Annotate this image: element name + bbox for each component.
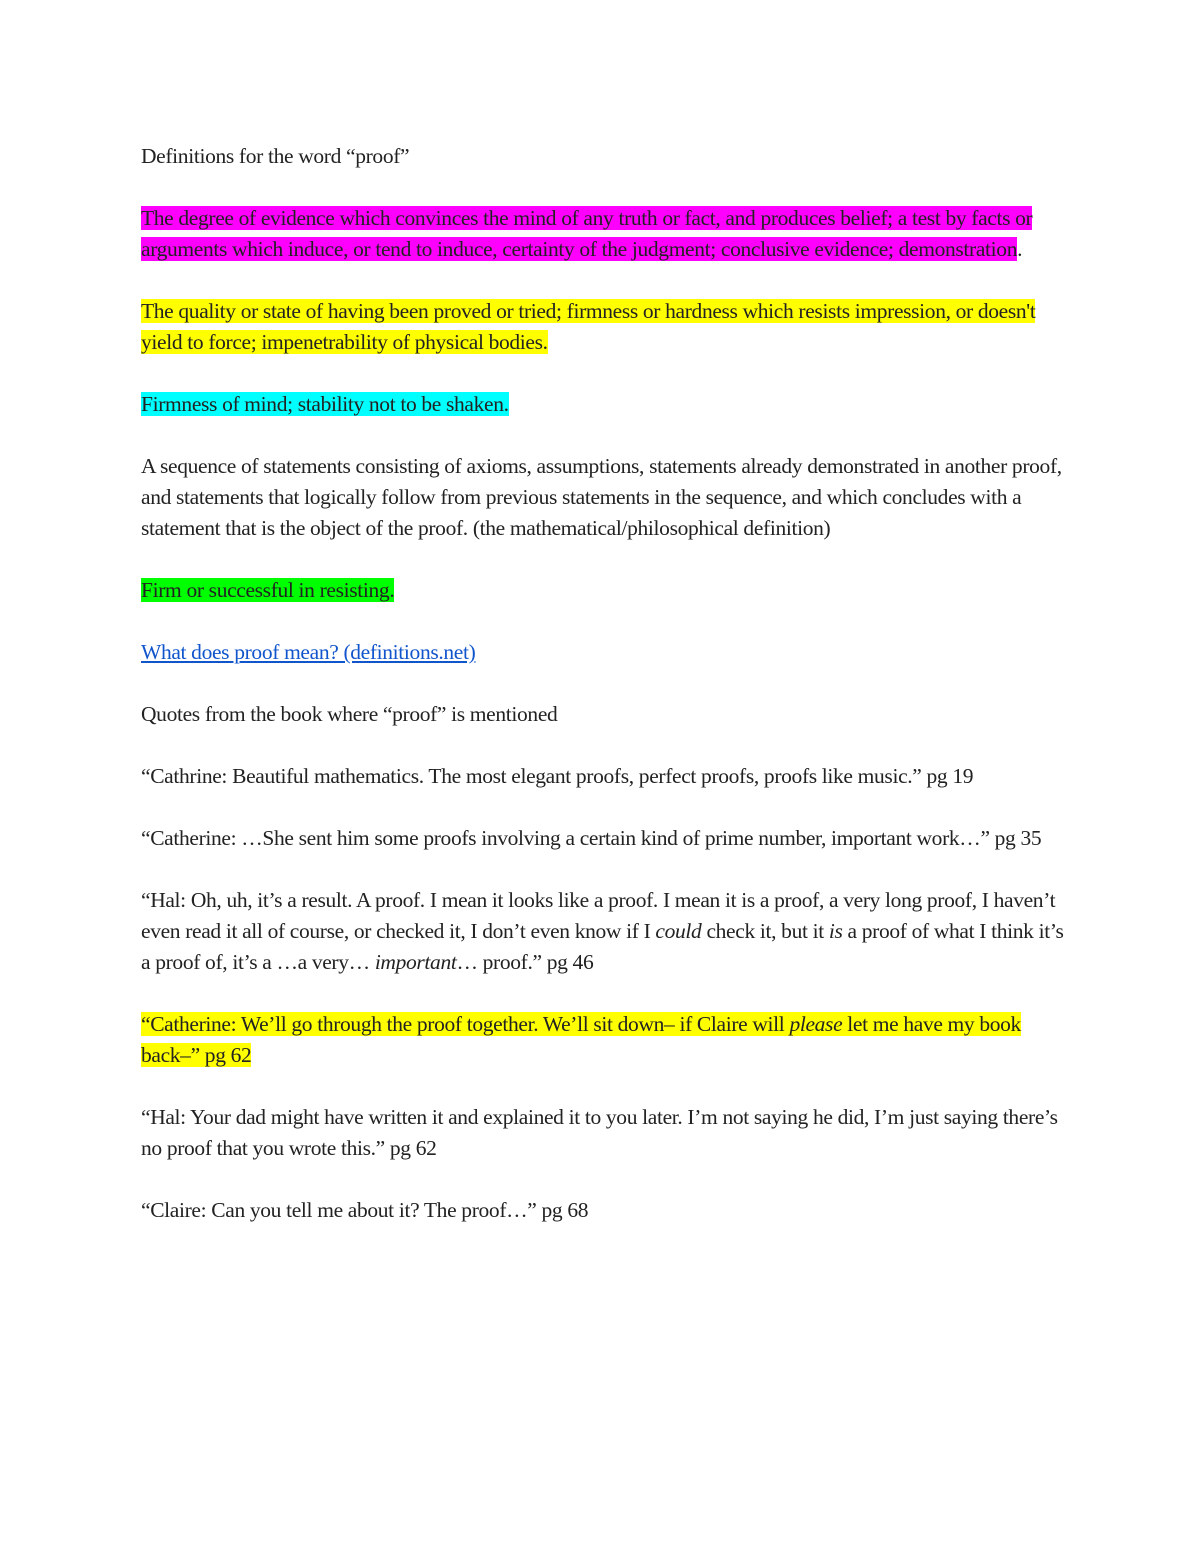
quote-3	[141, 885, 1071, 978]
definition-3	[141, 389, 1071, 420]
quote-3-part: check it, but it	[701, 919, 829, 943]
quote-4-part: “Catherine: We’ll go through the proof together. We’ll sit down– if Claire will	[141, 1012, 790, 1036]
definitions-net-link[interactable]: What does proof mean? (definitions.net)	[141, 640, 476, 664]
definition-2	[141, 296, 1071, 358]
quote-2: “Catherine: …She sent him some proofs involving a certain kind of prime number, important work…” pg 35	[141, 826, 1042, 850]
definitions-link-paragraph	[141, 637, 1071, 668]
quotes-heading: Quotes from the book where “proof” is mentioned	[141, 702, 558, 726]
page-title: Definitions for the word “proof”	[141, 144, 410, 168]
highlight-yellow	[141, 1012, 1021, 1067]
highlight-green: Firm or successful in resisting.	[141, 578, 395, 602]
quote-6: “Claire: Can you tell me about it? The proof…” pg 68	[141, 1198, 589, 1222]
quote-4-emphasis: please	[789, 1012, 843, 1036]
document-page	[141, 141, 1071, 1257]
highlight-magenta: The degree of evidence which convinces the mind of any truth or fact, and produces belief; a test by facts or arguments which induce, or tend to induce, certainty of the judgment; conclusive evidence; demonstration	[141, 206, 1033, 261]
quote-3-emphasis: could	[655, 919, 702, 943]
quote-3-part: a proof of what I think it’s a proof of, it’s a …a very…	[141, 919, 1064, 974]
quote-1: “Cathrine: Beautiful mathematics. The most elegant proofs, perfect proofs, proofs like music.” pg 19	[141, 764, 974, 788]
quote-5: “Hal: Your dad might have written it and explained it to you later. I’m not saying he did, I’m just saying there’s no proof that you wrote this.” pg 62	[141, 1105, 1058, 1160]
quote-4-part: let me have my book back–” pg 62	[141, 1012, 1021, 1067]
definition-4: A sequence of statements consisting of axioms, assumptions, statements already demonstrated in another proof, and statements that logically follow from previous statements in the sequence, and which concludes with a statement that is the object of the proof. (the mathematical/philosophical definition)	[141, 454, 1062, 540]
highlight-yellow: The quality or state of having been proved or tried; firmness or hardness which resists impression, or doesn't yield to force; impenetrability of physical bodies.	[141, 299, 1036, 354]
definition-1-trail: .	[1017, 237, 1023, 261]
definition-5	[141, 575, 1071, 606]
quote-3-emphasis: important	[374, 950, 457, 974]
quote-3-part: “Hal: Oh, uh, it’s a result. A proof. I mean it looks like a proof. I mean it is a proof, a very long proof, I haven’t even read it all of course, or checked it, I don’t even know if I	[141, 888, 1056, 943]
quote-4	[141, 1009, 1071, 1071]
quote-3-emphasis: is	[828, 919, 843, 943]
definition-1	[141, 203, 1071, 265]
highlight-cyan: Firmness of mind; stability not to be shaken.	[141, 392, 509, 416]
quote-3-part: … proof.” pg 46	[456, 950, 594, 974]
